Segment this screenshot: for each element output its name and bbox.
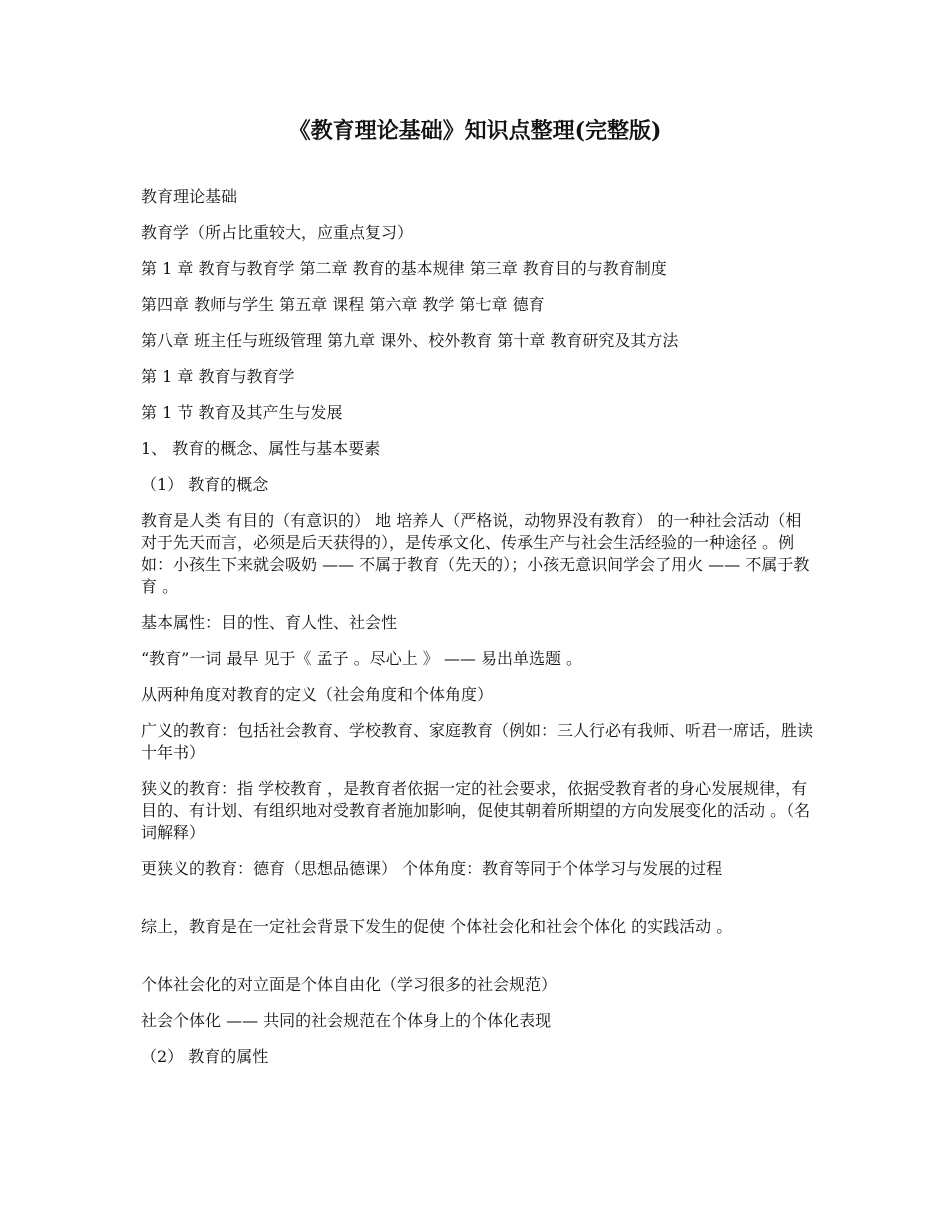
paragraph: 第 1 章 教育与教育学 第二章 教育的基本规律 第三章 教育目的与教育制度 — [141, 259, 667, 278]
paragraph: 综上，教育是在一定社会背景下发生的促使 个体社会化和社会个体化 的实践活动 。 — [141, 917, 733, 936]
paragraph: 更狭义的教育：德育（思想品德课） 个体角度：教育等同于个体学习与发展的过程 — [141, 859, 723, 878]
paragraph: 基本属性：目的性、育人性、社会性 — [141, 613, 398, 632]
paragraph: 第八章 班主任与班级管理 第九章 课外、校外教育 第十章 教育研究及其方法 — [141, 331, 679, 350]
paragraph: （2） 教育的属性 — [141, 1047, 269, 1066]
paragraph: （1） 教育的概念 — [141, 475, 269, 494]
paragraph: 第 1 章 教育与教育学 — [141, 367, 295, 386]
paragraph: 第 1 节 教育及其产生与发展 — [141, 403, 343, 422]
paragraph: 狭义的教育：指 学校教育 ，是教育者依据一定的社会要求，依据受教育者的身心发展规律，有目的、有计划、有组织地对受教育者施加影响，促使其朝着所期望的方向发展变化的活动 。（名词解释） — [141, 779, 811, 842]
paragraph: 第四章 教师与学生 第五章 课程 第六章 教学 第七章 德育 — [141, 295, 545, 314]
document-title: 《教育理论基础》知识点整理(完整版) — [288, 118, 662, 144]
paragraph: 从两种角度对教育的定义（社会角度和个体角度） — [141, 685, 494, 704]
paragraph: 社会个体化 —— 共同的社会规范在个体身上的个体化表现 — [141, 1011, 552, 1030]
paragraph: 教育是人类 有目的（有意识的） 地 培养人（严格说，动物界没有教育） 的一种社会活动（相对于先天而言，必须是后天获得的），是传承文化、传承生产与社会生活经验的一种途径 。例如：小孩生下来就会吸奶 —— 不属于教育（先天的）；小孩无意识间学会了用火 —— 不属于教育 。 — [141, 511, 810, 596]
paragraph: 广义的教育：包括社会教育、学校教育、家庭教育（例如：三人行必有我师、听君一席话，胜读十年书） — [141, 721, 814, 762]
paragraph: 个体社会化的对立面是个体自由化（学习很多的社会规范） — [141, 975, 558, 994]
paragraph: 教育理论基础 — [141, 187, 238, 206]
paragraph: “教育”一词 最早 见于《 孟子 。尽心上 》 —— 易出单选题 。 — [141, 649, 583, 668]
paragraph: 1、 教育的概念、属性与基本要素 — [141, 439, 381, 458]
paragraph: 教育学（所占比重较大，应重点复习） — [141, 223, 414, 242]
